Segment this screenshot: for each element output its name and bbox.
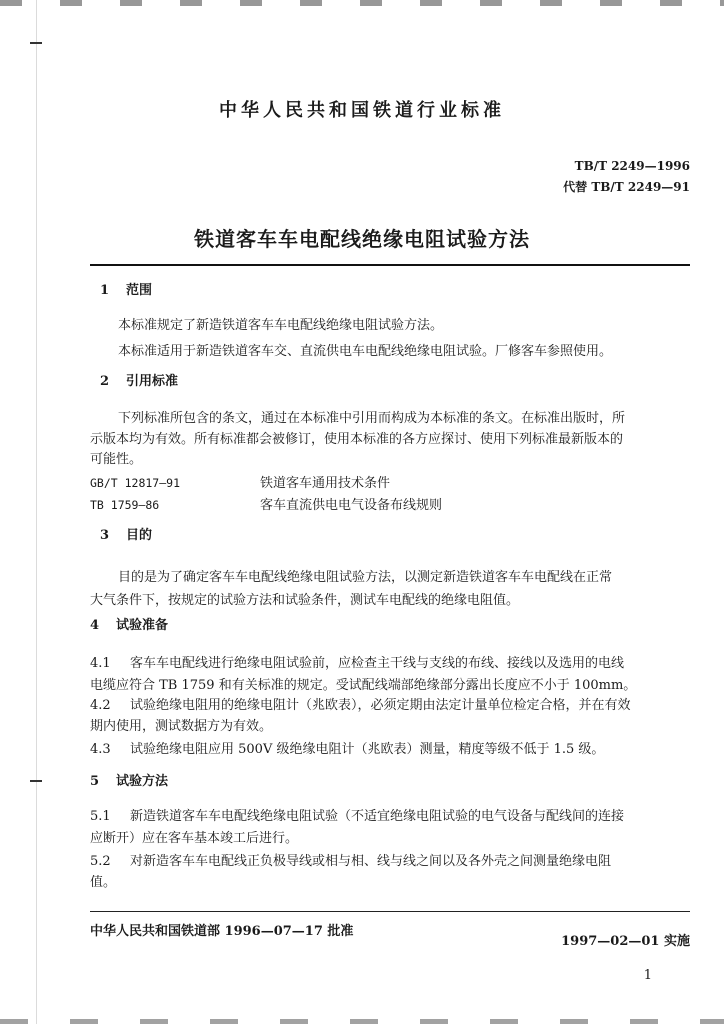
paragraph-line: 期内使用，测试数据方为有效。 xyxy=(90,719,273,734)
paragraph-line: 目的是为了确定客车车电配线绝缘电阻试验方法，以测定新造铁道客车车电配线在正常 xyxy=(118,570,613,585)
scan-edge-top xyxy=(0,0,724,6)
section-number: 1 xyxy=(100,283,110,298)
reference-name: 铁道客车通用技术条件 xyxy=(260,476,391,491)
clause-text: 客车车电配线进行绝缘电阻试验前，应检查主干线与支线的布线、接线以及选用的电线 xyxy=(130,656,625,671)
document-title: 铁道客车车电配线绝缘电阻试验方法 xyxy=(194,227,530,251)
approval-line: 中华人民共和国铁道部 1996—07—17 批准 xyxy=(90,924,354,939)
reference-item xyxy=(90,474,390,493)
footer-rule xyxy=(90,911,690,912)
clause-number: 4.2 xyxy=(90,698,111,713)
section-2-heading xyxy=(100,373,178,391)
standard-code-block xyxy=(563,156,690,198)
clause-text: 新造铁道客车车电配线绝缘电阻试验（不适宜绝缘电阻试验的电气设备与配线间的连接 xyxy=(130,809,625,824)
scan-mark xyxy=(30,42,42,44)
section-number: 3 xyxy=(100,528,110,543)
industry-standard-heading: 中华人民共和国铁道行业标准 xyxy=(219,100,505,121)
scan-edge-left xyxy=(36,0,37,1024)
effective-date: 1997—02—01 实施 xyxy=(561,934,690,949)
clause-number: 5.2 xyxy=(90,854,111,869)
section-1-heading xyxy=(100,282,152,300)
clause-number: 4.3 xyxy=(90,742,111,757)
paragraph-line: 下列标准所包含的条文，通过在本标准中引用而构成为本标准的条文。在标准出版时，所 xyxy=(118,411,626,426)
reference-code: GB/T 12817—91 xyxy=(90,476,181,490)
title-rule xyxy=(90,264,690,266)
section-5-heading xyxy=(90,773,168,791)
section-4-heading xyxy=(90,617,168,635)
paragraph-line: 电缆应符合 TB 1759 和有关标准的规定。受试配线端部绝缘部分露出长度应不小于 100mm。 xyxy=(90,678,637,693)
clause-4-3 xyxy=(90,741,604,759)
clause-4-2 xyxy=(90,697,631,715)
section-title: 试验准备 xyxy=(116,618,169,633)
clause-5-1 xyxy=(90,808,624,826)
clause-number: 5.1 xyxy=(90,809,111,824)
standard-code: TB/T 2249—1996 xyxy=(574,159,690,173)
clause-text: 试验绝缘电阻用的绝缘电阻计（兆欧表），必须定期由法定计量单位检定合格，并在有效 xyxy=(130,698,631,713)
clause-text: 对新造客车车电配线正负极导线或相与相、线与线之间以及各外壳之间测量绝缘电阻 xyxy=(130,854,612,869)
clause-number: 4.1 xyxy=(90,656,111,671)
reference-item xyxy=(90,496,442,515)
section-title: 目的 xyxy=(126,528,153,543)
section-title: 范围 xyxy=(126,283,153,298)
section-title: 试验方法 xyxy=(116,774,169,789)
paragraph-line: 值。 xyxy=(90,875,117,890)
reference-code: TB 1759—86 xyxy=(90,498,160,512)
section-number: 2 xyxy=(100,374,110,389)
section-number: 5 xyxy=(90,774,100,789)
replaces-code: 代替 TB/T 2249—91 xyxy=(563,180,690,194)
clause-5-2 xyxy=(90,853,611,871)
paragraph-line: 示版本均为有效。所有标准都会被修订，使用本标准的各方应探讨、使用下列标准最新版本的 xyxy=(90,432,624,447)
clause-4-1 xyxy=(90,655,624,673)
paragraph: 本标准适用于新造铁道客车交、直流供电车电配线绝缘电阻试验。厂修客车参照使用。 xyxy=(118,344,613,359)
paragraph-line: 可能性。 xyxy=(90,452,143,467)
page-number: 1 xyxy=(643,968,652,983)
scan-edge-bottom xyxy=(0,1019,724,1024)
paragraph: 本标准规定了新造铁道客车车电配线绝缘电阻试验方法。 xyxy=(118,318,444,333)
section-3-heading xyxy=(100,527,152,545)
paragraph-line: 大气条件下，按规定的试验方法和试验条件，测试车电配线的绝缘电阻值。 xyxy=(90,593,520,608)
scan-mark xyxy=(30,780,42,782)
section-title: 引用标准 xyxy=(126,374,179,389)
clause-text: 试验绝缘电阻应用 500V 级绝缘电阻计（兆欧表）测量，精度等级不低于 1.5 级。 xyxy=(130,742,605,757)
reference-name: 客车直流供电电气设备布线规则 xyxy=(260,498,443,513)
paragraph-line: 应断开）应在客车基本竣工后进行。 xyxy=(90,831,299,846)
section-number: 4 xyxy=(90,618,100,633)
